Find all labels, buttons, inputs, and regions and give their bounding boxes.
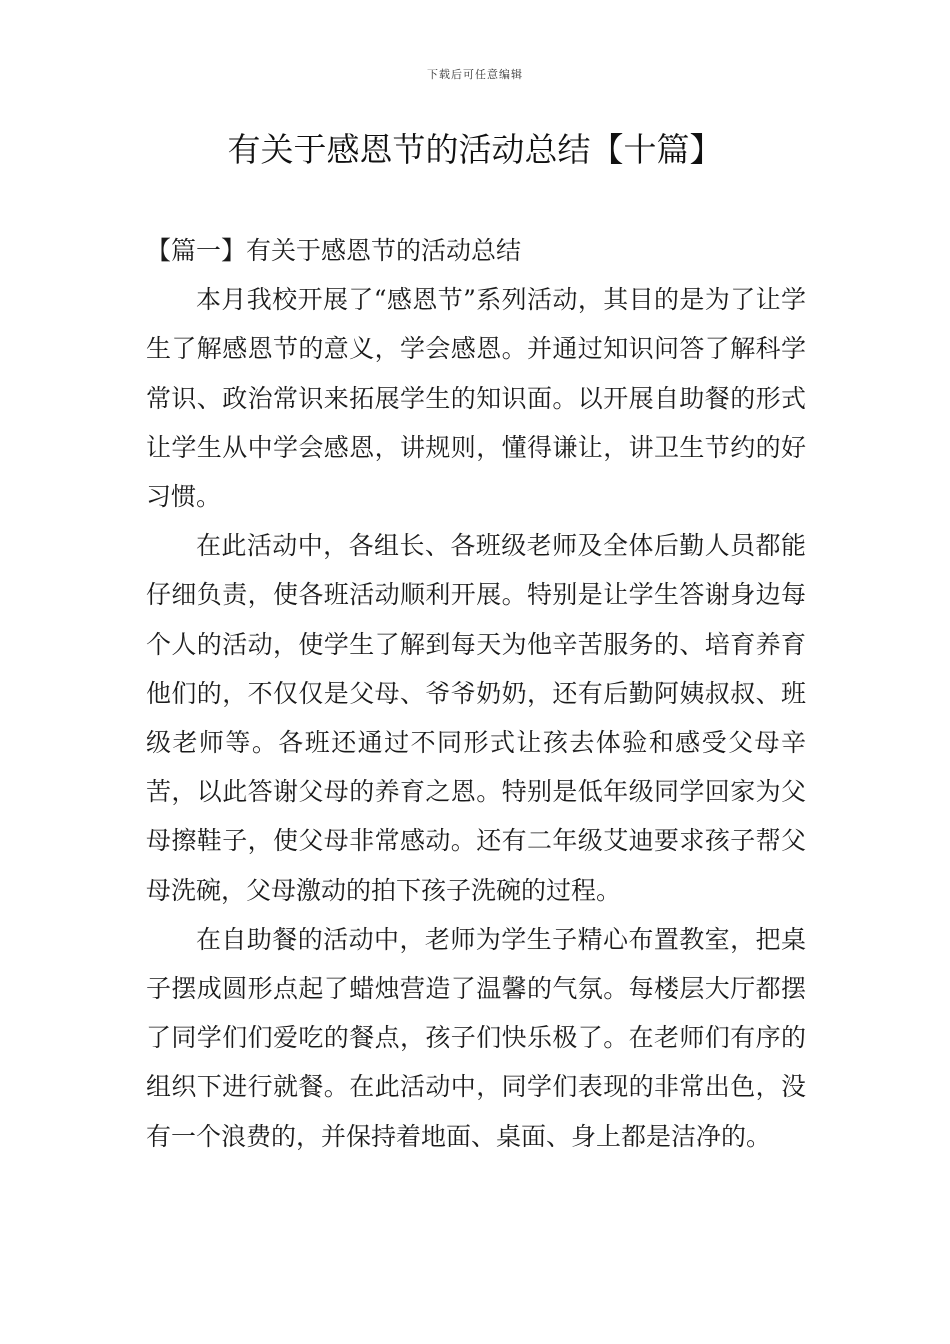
paragraph-2: 在此活动中，各组长、各班级老师及全体后勤人员都能仔细负责，使各班活动顺利开展。特别是让学生答谢身边每个人的活动，使学生了解到每天为他辛苦服务的、培育养育他们的，不仅仅是父母、爷爷奶奶，还有后勤阿姨叔叔、班级老师等。各班还通过不同形式让孩去体验和感受父母辛苦，以此答谢父母的养育之恩。特别是低年级同学回家为父母擦鞋子，使父母非常感动。还有二年级艾迪要求孩子帮父母洗碗，父母激动的拍下孩子洗碗的过程。 (146, 531, 806, 905)
paragraph-3: 在自助餐的活动中，老师为学生子精心布置教室，把桌子摆成圆形点起了蜡烛营造了温馨的气氛。每楼层大厅都摆了同学们们爱吃的餐点，孩子们快乐极了。在老师们有序的组织下进行就餐。在此活动中，同学们表现的非常出色，没有一个浪费的，并保持着地面、桌面、身上都是洁净的。 (146, 924, 806, 1151)
document-title: 有关于感恩节的活动总结【十篇】 (227, 130, 723, 169)
download-note: 下载后可任意编辑 (427, 68, 523, 81)
document-body (146, 226, 806, 1161)
section-heading: 【篇一】有关于感恩节的活动总结 (146, 236, 522, 265)
paragraph-1: 本月我校开展了“感恩节”系列活动，其目的是为了让学生了解感恩节的意义，学会感恩。并通过知识问答了解科学常识、政治常识来拓展学生的知识面。以开展自助餐的形式让学生从中学会感恩，讲规则，懂得谦让，讲卫生节约的好习惯。 (146, 285, 806, 512)
